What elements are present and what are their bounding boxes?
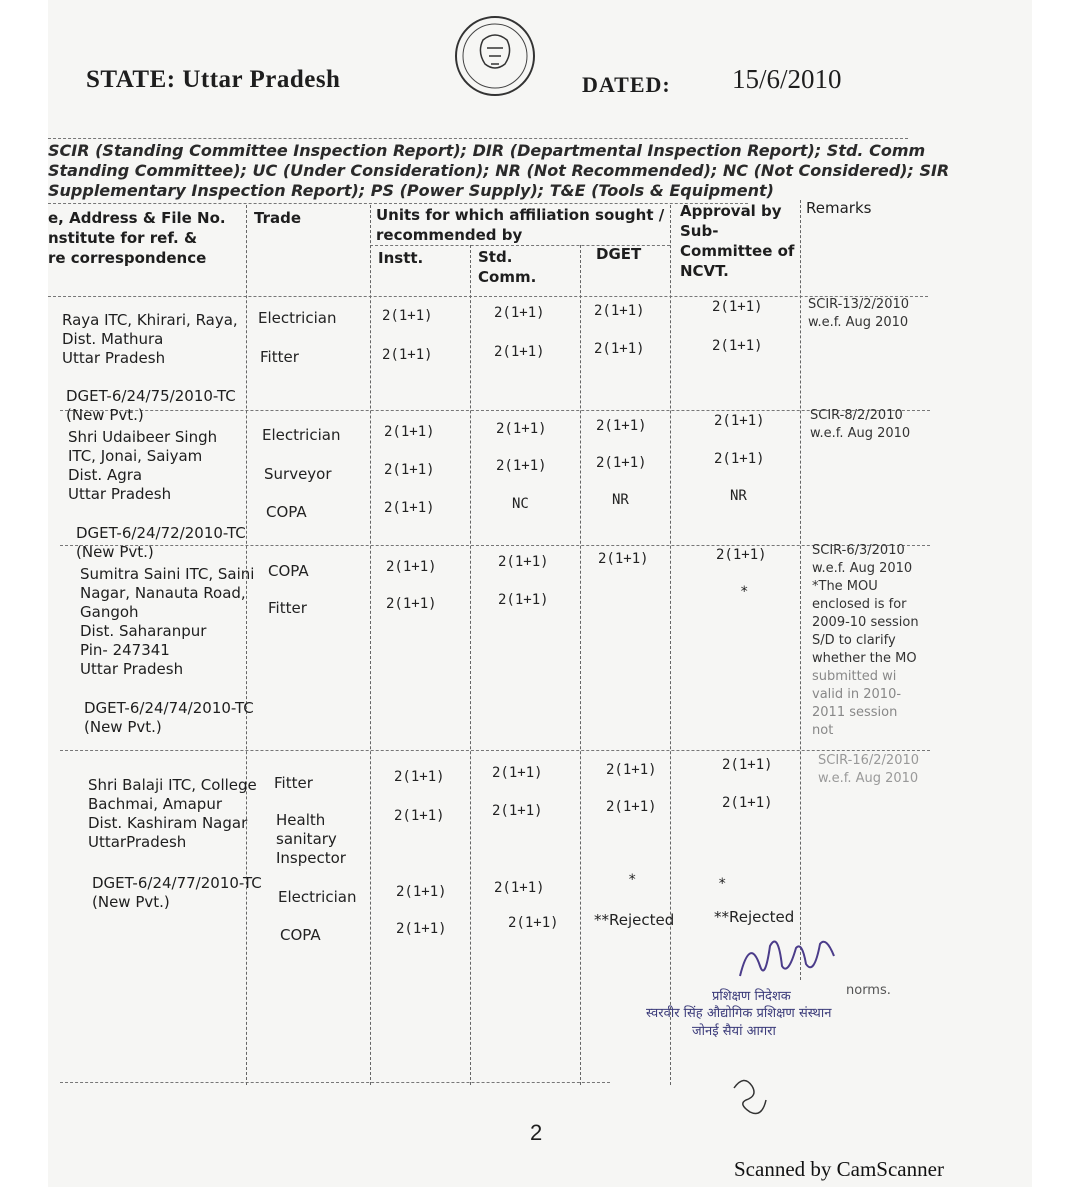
column-divider xyxy=(800,200,801,980)
instt-value: 2(1+1) xyxy=(396,921,447,937)
ncvt-value: 2(1+1) xyxy=(714,413,765,429)
trade-name: COPA xyxy=(268,562,309,580)
dget-value: 2(1+1) xyxy=(594,341,645,357)
std-comm-value: 2(1+1) xyxy=(494,880,545,896)
dget-value: 2(1+1) xyxy=(596,418,647,434)
std-comm-value: 2(1+1) xyxy=(496,421,547,437)
stamp-line: जोनई सैयां आगरा xyxy=(692,1024,776,1039)
institute-address: Shri Udaibeer Singh ITC, Jonai, Saiyam Dist. Agra Uttar Pradesh xyxy=(68,428,218,503)
instt-value: 2(1+1) xyxy=(384,500,435,516)
rule-line xyxy=(60,1082,610,1083)
column-header-std-comm: Std. Comm. xyxy=(478,248,537,286)
trade-name: Fitter xyxy=(260,348,299,366)
column-header-approval: Approval by Sub- Committee of NCVT. xyxy=(680,202,795,280)
column-divider xyxy=(580,245,581,1085)
dget-value: 2(1+1) xyxy=(596,455,647,471)
stamp-line: प्रशिक्षण निदेशक xyxy=(712,989,791,1004)
ncvt-value: NR xyxy=(730,488,747,504)
remarks-text: SCIR-6/3/2010 w.e.f. Aug 2010 *The MOU enclosed is for 2009-10 session S/D to clarify whether the MO submitted wi valid in 2010- 2011 session not xyxy=(812,543,919,738)
column-header-address: e, Address & File No. nstitute for ref. & re correspondence xyxy=(48,209,226,267)
dget-value: **Rejected xyxy=(594,911,675,929)
ncvt-value: **Rejected xyxy=(714,908,795,926)
legend-line: SCIR (Standing Committee Inspection Report); DIR (Departmental Inspection Report); Std. Comm xyxy=(48,141,926,160)
column-header-remarks: Remarks xyxy=(806,199,872,217)
instt-value: 2(1+1) xyxy=(396,884,447,900)
trade-name: Surveyor xyxy=(264,465,332,483)
institute-address: Raya ITC, Khirari, Raya, Dist. Mathura Uttar Pradesh xyxy=(62,311,238,367)
remarks-text: SCIR-13/2/2010 w.e.f. Aug 2010 xyxy=(808,297,910,330)
column-divider xyxy=(370,205,371,1085)
ncvt-value: 2(1+1) xyxy=(712,299,763,315)
column-header-units: Units for which affiliation sought / recommended by xyxy=(376,206,665,244)
trade-name: Fitter xyxy=(268,599,307,617)
instt-value: 2(1+1) xyxy=(384,462,435,478)
dated-value: 15/6/2010 xyxy=(732,64,842,94)
ncvt-value: 2(1+1) xyxy=(712,338,763,354)
std-comm-value: 2(1+1) xyxy=(498,592,549,608)
rule-line xyxy=(48,203,748,204)
column-divider xyxy=(470,245,471,1085)
trade-name: COPA xyxy=(280,926,321,944)
instt-value: 2(1+1) xyxy=(394,808,445,824)
column-header-dget: DGET xyxy=(596,245,642,263)
instt-value: 2(1+1) xyxy=(386,559,437,575)
remarks-text: SCIR-8/2/2010 w.e.f. Aug 2010 xyxy=(810,408,911,441)
column-divider xyxy=(670,205,671,1085)
dget-value: 2(1+1) xyxy=(598,551,649,567)
legend-line: Supplementary Inspection Report); PS (Power Supply); T&E (Tools & Equipment) xyxy=(48,181,774,200)
institute-address: Shri Balaji ITC, College Bachmai, Amapur Dist. Kashiram Nagar UttarPradesh xyxy=(88,776,257,851)
std-comm-value: 2(1+1) xyxy=(498,554,549,570)
trade-name: Electrician xyxy=(262,426,341,444)
dated-label: DATED: xyxy=(582,72,671,97)
trade-name: Electrician xyxy=(278,888,357,906)
initials-mark xyxy=(728,1070,772,1120)
dget-value: NR xyxy=(612,492,629,508)
dget-value: 2(1+1) xyxy=(594,303,645,319)
remarks-text: norms. xyxy=(846,983,891,998)
emblem-seal-icon xyxy=(455,16,535,96)
ncvt-value: * xyxy=(740,584,749,600)
ncvt-value: 2(1+1) xyxy=(722,795,773,811)
dget-value: 2(1+1) xyxy=(606,762,657,778)
remarks-text: SCIR-16/2/2010 w.e.f. Aug 2010 xyxy=(818,753,920,786)
file-number: DGET-6/24/75/2010-TC (New Pvt.) xyxy=(66,387,236,424)
trade-name: Health sanitary Inspector xyxy=(276,811,346,867)
instt-value: 2(1+1) xyxy=(394,769,445,785)
state-heading: STATE: Uttar Pradesh xyxy=(86,66,341,93)
legend-line: Standing Committee); UC (Under Consideration); NR (Not Recommended); NC (Not Considered); SIR xyxy=(48,161,950,180)
institute-address: Sumitra Saini ITC, Saini Nagar, Nanauta Road, Gangoh Dist. Saharanpur Pin- 247341 Uttar Pradesh xyxy=(80,565,255,678)
rule-line xyxy=(48,296,928,297)
file-number: DGET-6/24/77/2010-TC (New Pvt.) xyxy=(92,874,262,911)
std-comm-value: 2(1+1) xyxy=(508,915,559,931)
scanner-watermark: Scanned by CamScanner xyxy=(734,1157,944,1181)
page-number: 2 xyxy=(530,1120,543,1145)
column-header-trade: Trade xyxy=(254,209,302,227)
stamp-line: स्वरवीर सिंह औद्योगिक प्रशिक्षण संस्थान xyxy=(646,1006,832,1021)
std-comm-value: 2(1+1) xyxy=(492,765,543,781)
ncvt-value: 2(1+1) xyxy=(722,757,773,773)
ncvt-value: 2(1+1) xyxy=(716,547,767,563)
instt-value: 2(1+1) xyxy=(382,347,433,363)
column-header-instt: Instt. xyxy=(378,249,424,267)
handwritten-signature xyxy=(730,926,840,986)
file-number: DGET-6/24/74/2010-TC (New Pvt.) xyxy=(84,699,254,736)
instt-value: 2(1+1) xyxy=(386,596,437,612)
std-comm-value: NC xyxy=(512,496,529,512)
trade-name: COPA xyxy=(266,503,307,521)
std-comm-value: 2(1+1) xyxy=(494,305,545,321)
dget-value: 2(1+1) xyxy=(606,799,657,815)
ncvt-value: * xyxy=(718,876,727,892)
rule-line xyxy=(48,138,908,139)
instt-value: 2(1+1) xyxy=(382,308,433,324)
std-comm-value: 2(1+1) xyxy=(494,344,545,360)
dget-value: * xyxy=(628,872,637,888)
ncvt-value: 2(1+1) xyxy=(714,451,765,467)
file-number: DGET-6/24/72/2010-TC (New Pvt.) xyxy=(76,524,246,561)
abbreviation-legend xyxy=(48,141,950,201)
trade-name: Fitter xyxy=(274,774,313,792)
trade-name: Electrician xyxy=(258,309,337,327)
std-comm-value: 2(1+1) xyxy=(492,803,543,819)
std-comm-value: 2(1+1) xyxy=(496,458,547,474)
instt-value: 2(1+1) xyxy=(384,424,435,440)
